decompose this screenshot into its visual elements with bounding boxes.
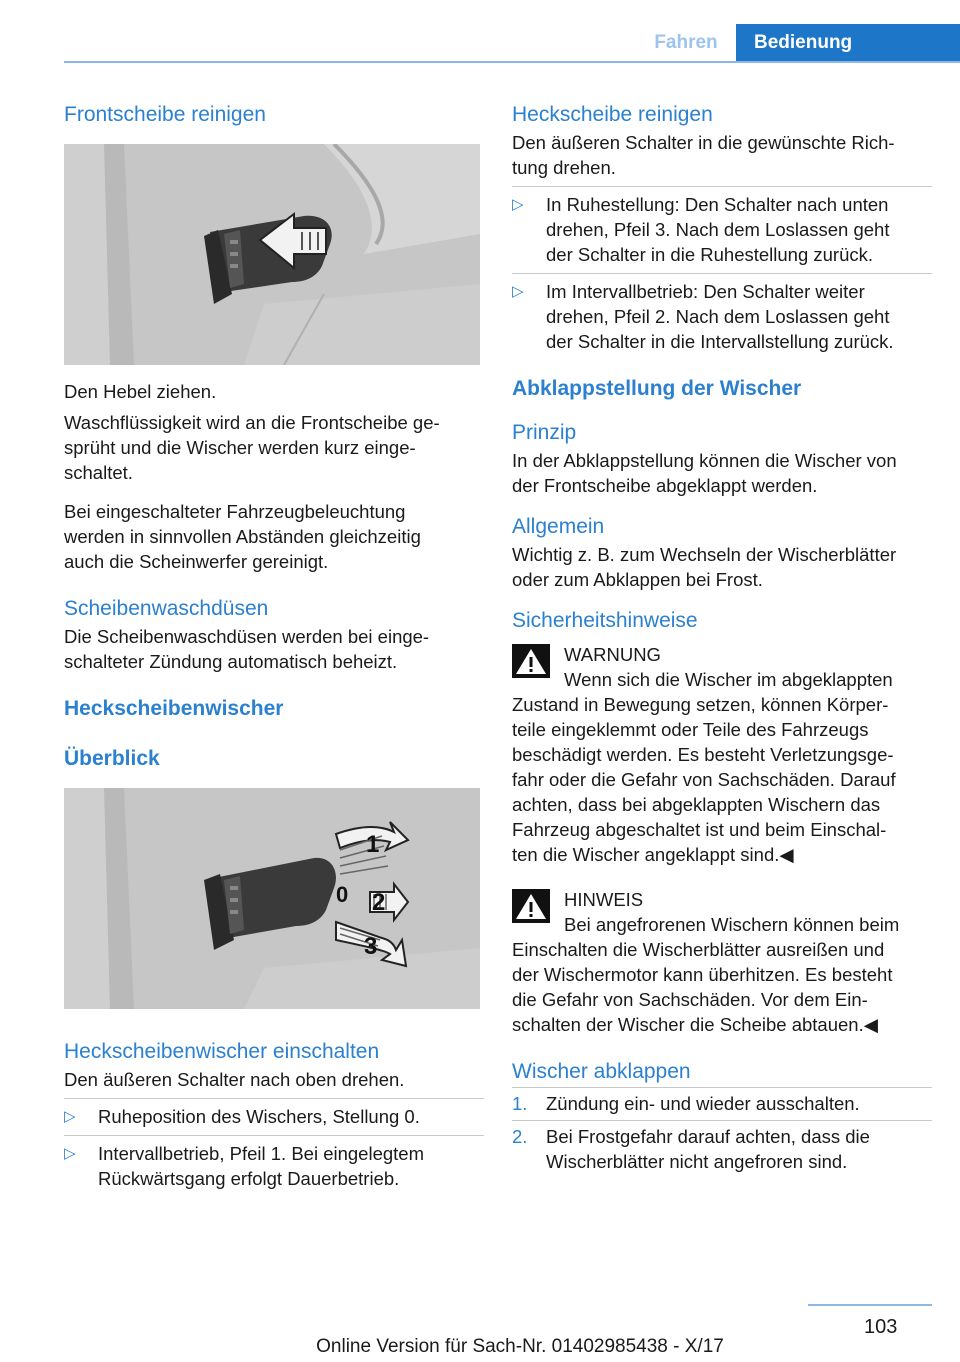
left-column [64, 100, 484, 1197]
right-column [512, 100, 932, 1178]
warning-line: teile eingeklemmt oder Teile des Fahrzeugs [512, 719, 869, 740]
notice-triangle-icon [512, 889, 550, 923]
arrow-label-2: 2 [372, 889, 386, 916]
text-scheinwerfer [64, 499, 484, 574]
line: der Schalter in die Ruhestellung zurück. [546, 244, 874, 265]
online-version-note: Online Version für Sach-Nr. 01402985438 - X/17 [316, 1336, 724, 1357]
notice-title: HINWEIS [564, 889, 644, 910]
heading-abklappstellung: Abklappstellung der Wischer [512, 377, 802, 400]
line: Bei eingeschalteter Fahrzeugbeleuchtung [64, 501, 406, 522]
heading-allgemein: Allgemein [512, 515, 605, 538]
section-tab-fahren: Fahren [654, 32, 718, 53]
warning-triangle-icon [512, 644, 550, 678]
line: Rückwärtsgang erfolgt Dauerbetrieb. [98, 1168, 400, 1189]
notice-line: Bei angefrorenen Wischern können beim [564, 914, 900, 935]
heading-heckwischer-einschalten: Heckscheibenwischer einschalten [64, 1040, 380, 1063]
figure-lever-pull [64, 144, 480, 365]
line: In Ruhestellung: Den Schalter nach unten [546, 194, 889, 215]
text-waschfluessigkeit [64, 410, 484, 485]
text-duesen [64, 624, 484, 674]
triangle-bullet-icon: ▷ [64, 1108, 76, 1125]
line: werden in sinnvollen Abständen gleichzeitig [64, 526, 421, 547]
line: In der Abklappstellung können die Wischer von [512, 450, 897, 471]
text-hebel-ziehen: Den Hebel ziehen. [64, 381, 217, 402]
page-header [0, 0, 960, 64]
warning-line: achten, dass bei abgeklappten Wischern das [512, 794, 881, 815]
line: tung drehen. [512, 157, 616, 178]
notice-line: der Wischermotor kann überhitzen. Es besteht [512, 964, 893, 985]
list-item [64, 1135, 484, 1197]
line: Wischerblätter nicht angefroren sind. [546, 1151, 848, 1172]
line: Zündung ein- und wieder ausschalten. [546, 1093, 860, 1114]
step-item [512, 1120, 932, 1178]
line: Wichtig z. B. zum Wechseln der Wischerblätter [512, 544, 897, 565]
arrow-label-3: 3 [364, 933, 378, 960]
line: Bei Frostgefahr darauf achten, dass die [546, 1126, 870, 1147]
list-heckscheibe [512, 186, 932, 360]
line: Die Scheibenwaschdüsen werden bei einge- [64, 626, 430, 647]
steps-list [512, 1087, 932, 1178]
warning-line: Fahrzeug abgeschaltet ist und beim Einschal- [512, 819, 887, 840]
warning-title: WARNUNG [564, 644, 661, 665]
line: drehen, Pfeil 2. Nach dem Loslassen geht [546, 306, 890, 327]
list-item [512, 273, 932, 360]
heading-ueberblick: Überblick [64, 747, 160, 770]
list-heckwischer [64, 1098, 484, 1197]
list-item [512, 186, 932, 273]
line: der Schalter in die Intervallstellung zurück. [546, 331, 894, 352]
section-tab-bedienung: Bedienung [736, 24, 960, 62]
warning-line: Wenn sich die Wischer im abgeklappten [564, 669, 893, 690]
line: Im Intervallbetrieb: Den Schalter weiter [546, 281, 865, 302]
line: Den äußeren Schalter in die gewünschte Rich- [512, 132, 895, 153]
footer-rule [808, 1304, 932, 1306]
heading-prinzip: Prinzip [512, 421, 577, 444]
line: schalteter Zündung automatisch beheizt. [64, 651, 398, 672]
warning-line: fahr oder die Gefahr von Sachschäden. Darauf [512, 769, 896, 790]
line: Ruheposition des Wischers, Stellung 0. [98, 1106, 420, 1127]
line: Waschflüssigkeit wird an die Frontscheibe ge- [64, 412, 440, 433]
line: sprüht und die Wischer werden kurz einge- [64, 437, 416, 458]
line: oder zum Abklappen bei Frost. [512, 569, 763, 590]
heading-scheibenwaschduesen: Scheibenwaschdüsen [64, 597, 269, 620]
triangle-bullet-icon: ▷ [64, 1145, 76, 1162]
text-allgemein [512, 542, 932, 592]
heading-frontscheibe-reinigen: Frontscheibe reinigen [64, 103, 266, 126]
arrow-label-1: 1 [366, 831, 380, 858]
text-prinzip [512, 448, 932, 498]
warning-line: ten die Wischer angeklappt sind.◀ [512, 844, 794, 865]
triangle-bullet-icon: ▷ [512, 283, 524, 300]
notice-line: schalten der Wischer die Scheibe abtauen.◀ [512, 1014, 878, 1035]
step-number: 1. [512, 1093, 528, 1114]
list-item [64, 1098, 484, 1135]
figure-rear-wiper-switch [64, 788, 480, 1009]
line: auch die Scheinwerfer gereinigt. [64, 551, 329, 572]
line: der Frontscheibe abgeklappt werden. [512, 475, 818, 496]
page-number: 103 [864, 1316, 898, 1338]
step-item [512, 1087, 932, 1120]
notice-line: Einschalten die Wischerblätter ausreißen und [512, 939, 885, 960]
warning-line: beschädigt werden. Es besteht Verletzungsge- [512, 744, 894, 765]
notice-block [512, 887, 932, 1037]
text-einschalten: Den äußeren Schalter nach oben drehen. [64, 1069, 405, 1090]
line: drehen, Pfeil 3. Nach dem Loslassen geht [546, 219, 890, 240]
heading-heckscheibenwischer: Heckscheibenwischer [64, 697, 284, 720]
line: schaltet. [64, 462, 133, 483]
warning-block [512, 642, 932, 867]
line: Intervallbetrieb, Pfeil 1. Bei eingelegtem [98, 1143, 424, 1164]
warning-line: Zustand in Bewegung setzen, können Körper- [512, 694, 889, 715]
notice-line: die Gefahr von Sachschäden. Vor dem Ein- [512, 989, 868, 1010]
step-number: 2. [512, 1126, 528, 1147]
position-label-0: 0 [336, 882, 349, 907]
heading-heckscheibe-reinigen: Heckscheibe reinigen [512, 103, 713, 126]
text-heckscheibe [512, 130, 932, 180]
header-rule [64, 61, 960, 63]
triangle-bullet-icon: ▷ [512, 196, 524, 213]
heading-wischer-abklappen: Wischer abklappen [512, 1060, 691, 1083]
heading-sicherheitshinweise: Sicherheitshinweise [512, 609, 698, 632]
